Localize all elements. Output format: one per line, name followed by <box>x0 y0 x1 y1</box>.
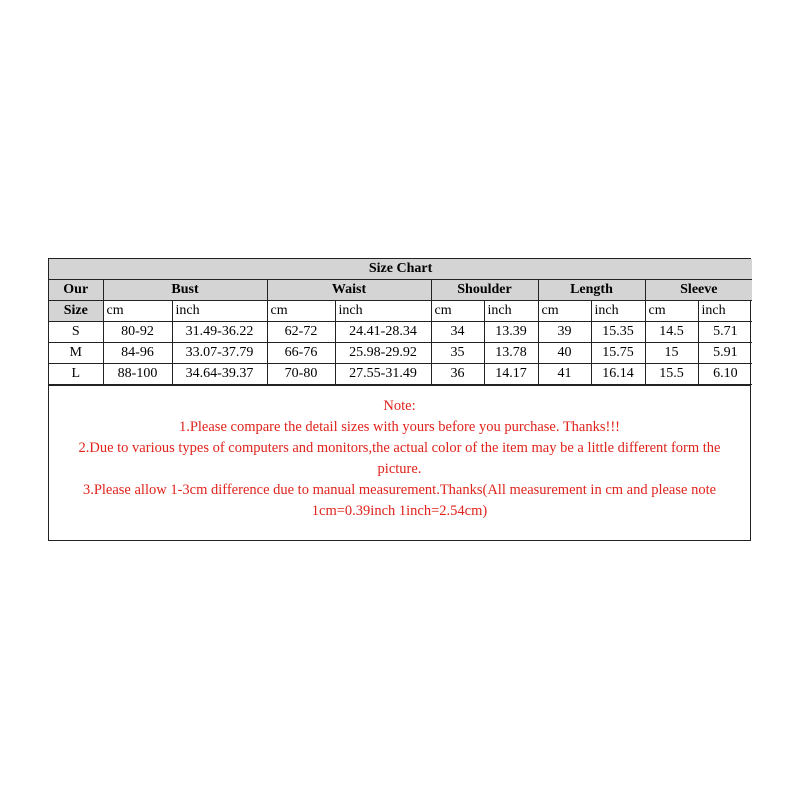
length-inch-value: 15.35 <box>591 322 645 343</box>
unit-sleeve-cm: cm <box>645 301 698 322</box>
size-label: S <box>49 322 103 343</box>
bust-cm-value: 80-92 <box>103 322 172 343</box>
table-row <box>49 322 752 343</box>
notes-section <box>49 385 750 540</box>
note-line-3: 3.Please allow 1-3cm difference due to manual measurement.Thanks(All measurement in cm and please note 1cm=0.39inch 1inch=2.54cm) <box>82 482 717 519</box>
length-cm-value: 41 <box>538 364 591 385</box>
shoulder-inch-value: 13.78 <box>484 343 538 364</box>
sleeve-cm-value: 15 <box>645 343 698 364</box>
title-row <box>49 259 752 280</box>
sleeve-inch-value: 6.10 <box>698 364 752 385</box>
unit-sleeve-inch: inch <box>698 301 752 322</box>
size-header-bottom: Size <box>49 301 103 322</box>
unit-waist-inch: inch <box>335 301 431 322</box>
waist-inch-value: 27.55-31.49 <box>335 364 431 385</box>
shoulder-cm-value: 34 <box>431 322 484 343</box>
unit-bust-cm: cm <box>103 301 172 322</box>
note-line-1: 1.Please compare the detail sizes with yours before you purchase. Thanks!!! <box>178 419 621 435</box>
unit-shoulder-inch: inch <box>484 301 538 322</box>
unit-length-inch: inch <box>591 301 645 322</box>
size-chart-table <box>49 259 752 385</box>
bust-cm-value: 84-96 <box>103 343 172 364</box>
size-label: M <box>49 343 103 364</box>
length-inch-value: 16.14 <box>591 364 645 385</box>
waist-cm-value: 70-80 <box>267 364 335 385</box>
notes-heading: Note: <box>383 398 416 414</box>
waist-inch-value: 25.98-29.92 <box>335 343 431 364</box>
unit-length-cm: cm <box>538 301 591 322</box>
length-cm-value: 40 <box>538 343 591 364</box>
sleeve-cm-value: 15.5 <box>645 364 698 385</box>
note-line-2: 2.Due to various types of computers and monitors,the actual color of the item may be a little different form the picture. <box>78 440 721 477</box>
unit-bust-inch: inch <box>172 301 267 322</box>
size-header-top: Our <box>49 280 103 301</box>
shoulder-inch-value: 13.39 <box>484 322 538 343</box>
header-waist: Waist <box>267 280 431 301</box>
shoulder-cm-value: 35 <box>431 343 484 364</box>
shoulder-cm-value: 36 <box>431 364 484 385</box>
sleeve-cm-value: 14.5 <box>645 322 698 343</box>
table-row <box>49 343 752 364</box>
header-length: Length <box>538 280 645 301</box>
waist-cm-value: 62-72 <box>267 322 335 343</box>
chart-title: Size Chart <box>49 259 752 280</box>
waist-inch-value: 24.41-28.34 <box>335 322 431 343</box>
bust-cm-value: 88-100 <box>103 364 172 385</box>
bust-inch-value: 34.64-39.37 <box>172 364 267 385</box>
size-label: L <box>49 364 103 385</box>
sleeve-inch-value: 5.91 <box>698 343 752 364</box>
size-chart-sheet <box>48 258 751 541</box>
table-row <box>49 364 752 385</box>
unit-header-row <box>49 301 752 322</box>
header-sleeve: Sleeve <box>645 280 752 301</box>
header-bust: Bust <box>103 280 267 301</box>
unit-waist-cm: cm <box>267 301 335 322</box>
group-header-row <box>49 280 752 301</box>
sleeve-inch-value: 5.71 <box>698 322 752 343</box>
bust-inch-value: 33.07-37.79 <box>172 343 267 364</box>
waist-cm-value: 66-76 <box>267 343 335 364</box>
length-inch-value: 15.75 <box>591 343 645 364</box>
length-cm-value: 39 <box>538 322 591 343</box>
header-shoulder: Shoulder <box>431 280 538 301</box>
unit-shoulder-cm: cm <box>431 301 484 322</box>
bust-inch-value: 31.49-36.22 <box>172 322 267 343</box>
shoulder-inch-value: 14.17 <box>484 364 538 385</box>
